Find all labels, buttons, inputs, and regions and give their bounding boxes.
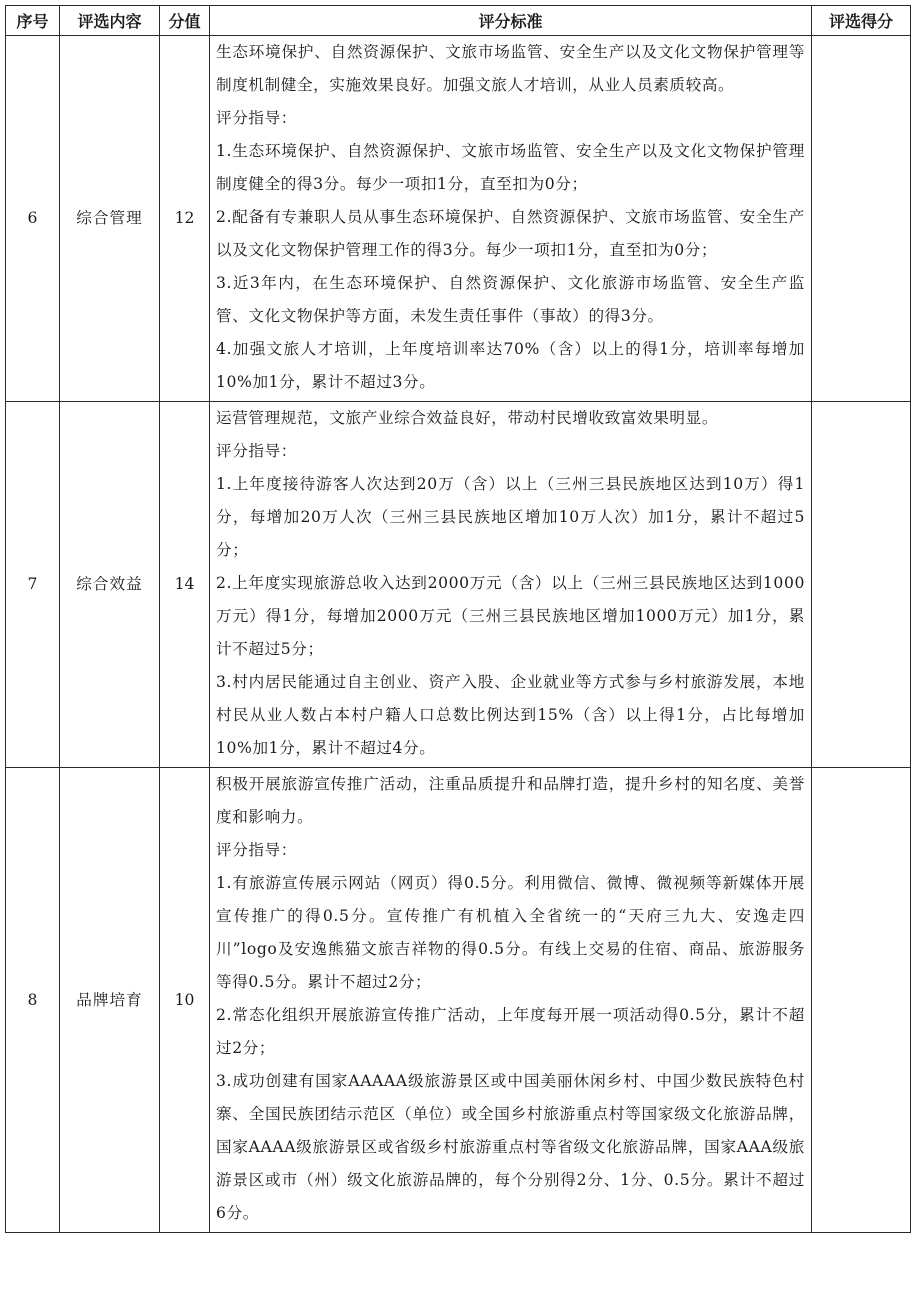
row-score: 10 bbox=[160, 768, 210, 1233]
header-result: 评选得分 bbox=[812, 6, 911, 36]
table-header-row bbox=[6, 6, 911, 36]
criteria-item: 1.上年度接待游客人次达到20万（含）以上（三州三县民族地区达到10万）得1分，每增加20万人次（三州三县民族地区增加10万人次）加1分，累计不超过5分； bbox=[216, 475, 805, 559]
criteria-item: 1.有旅游宣传展示网站（网页）得0.5分。利用微信、微博、微视频等新媒体开展宣传推广的得0.5分。宣传推广有机植入全省统一的“天府三九大、安逸走四川”logo及安逸熊猫文旅吉祥物的得0.5分。有线上交易的住宿、商品、旅游服务等得0.5分。累计不超过2分； bbox=[216, 874, 805, 991]
header-no: 序号 bbox=[6, 6, 60, 36]
criteria-item: 3.村内居民能通过自主创业、资产入股、企业就业等方式参与乡村旅游发展，本地村民从业人数占本村户籍人口总数比例达到15%（含）以上得1分，占比每增加10%加1分，累计不超过4分。 bbox=[216, 673, 805, 757]
row-criteria bbox=[210, 768, 812, 1233]
scoring-table bbox=[5, 5, 911, 1233]
criteria-item: 1.生态环境保护、自然资源保护、文旅市场监管、安全生产以及文化文物保护管理制度健全的得3分。每少一项扣1分，直至扣为0分； bbox=[216, 142, 805, 193]
row-criteria bbox=[210, 402, 812, 768]
row-item: 品牌培育 bbox=[60, 768, 160, 1233]
row-result-cell bbox=[812, 402, 911, 768]
row-item: 综合管理 bbox=[60, 36, 160, 402]
header-criteria: 评分标准 bbox=[210, 6, 812, 36]
row-result-cell bbox=[812, 36, 911, 402]
criteria-summary: 生态环境保护、自然资源保护、文旅市场监管、安全生产以及文化文物保护管理等制度机制健全，实施效果良好。加强文旅人才培训，从业人员素质较高。 bbox=[216, 43, 805, 94]
criteria-item: 2.上年度实现旅游总收入达到2000万元（含）以上（三州三县民族地区达到1000万元）得1分，每增加2000万元（三州三县民族地区增加1000万元）加1分，累计不超过5分； bbox=[216, 574, 805, 658]
row-no: 7 bbox=[6, 402, 60, 768]
criteria-item: 2.常态化组织开展旅游宣传推广活动，上年度每开展一项活动得0.5分，累计不超过2分； bbox=[216, 1006, 805, 1057]
table-row bbox=[6, 768, 911, 1233]
row-score: 14 bbox=[160, 402, 210, 768]
row-no: 6 bbox=[6, 36, 60, 402]
criteria-guide-label: 评分指导： bbox=[216, 109, 297, 127]
criteria-item: 3.近3年内，在生态环境保护、自然资源保护、文化旅游市场监管、安全生产监管、文化文物保护等方面，未发生责任事件（事故）的得3分。 bbox=[216, 274, 805, 325]
row-no: 8 bbox=[6, 768, 60, 1233]
row-result-cell bbox=[812, 768, 911, 1233]
table-row bbox=[6, 36, 911, 402]
table-row bbox=[6, 402, 911, 768]
criteria-summary: 积极开展旅游宣传推广活动，注重品质提升和品牌打造，提升乡村的知名度、美誉度和影响力。 bbox=[216, 775, 805, 826]
criteria-item: 2.配备有专兼职人员从事生态环境保护、自然资源保护、文旅市场监管、安全生产以及文化文物保护管理工作的得3分。每少一项扣1分，直至扣为0分； bbox=[216, 208, 805, 259]
criteria-item: 3.成功创建有国家AAAAA级旅游景区或中国美丽休闲乡村、中国少数民族特色村寨、全国民族团结示范区（单位）或全国乡村旅游重点村等国家级文化旅游品牌，国家AAAA级旅游景区或省级乡村旅游重点村等省级文化旅游品牌，国家AAA级旅游景区或市（州）级文化旅游品牌的，每个分别得2分、1分、0.5分。累计不超过6分。 bbox=[216, 1072, 805, 1222]
row-item: 综合效益 bbox=[60, 402, 160, 768]
criteria-guide-label: 评分指导： bbox=[216, 442, 297, 460]
criteria-guide-label: 评分指导： bbox=[216, 841, 297, 859]
row-criteria bbox=[210, 36, 812, 402]
criteria-summary: 运营管理规范，文旅产业综合效益良好，带动村民增收致富效果明显。 bbox=[216, 409, 719, 427]
criteria-item: 4.加强文旅人才培训，上年度培训率达70%（含）以上的得1分，培训率每增加10%加1分，累计不超过3分。 bbox=[216, 340, 805, 391]
header-score: 分值 bbox=[160, 6, 210, 36]
header-item: 评选内容 bbox=[60, 6, 160, 36]
row-score: 12 bbox=[160, 36, 210, 402]
